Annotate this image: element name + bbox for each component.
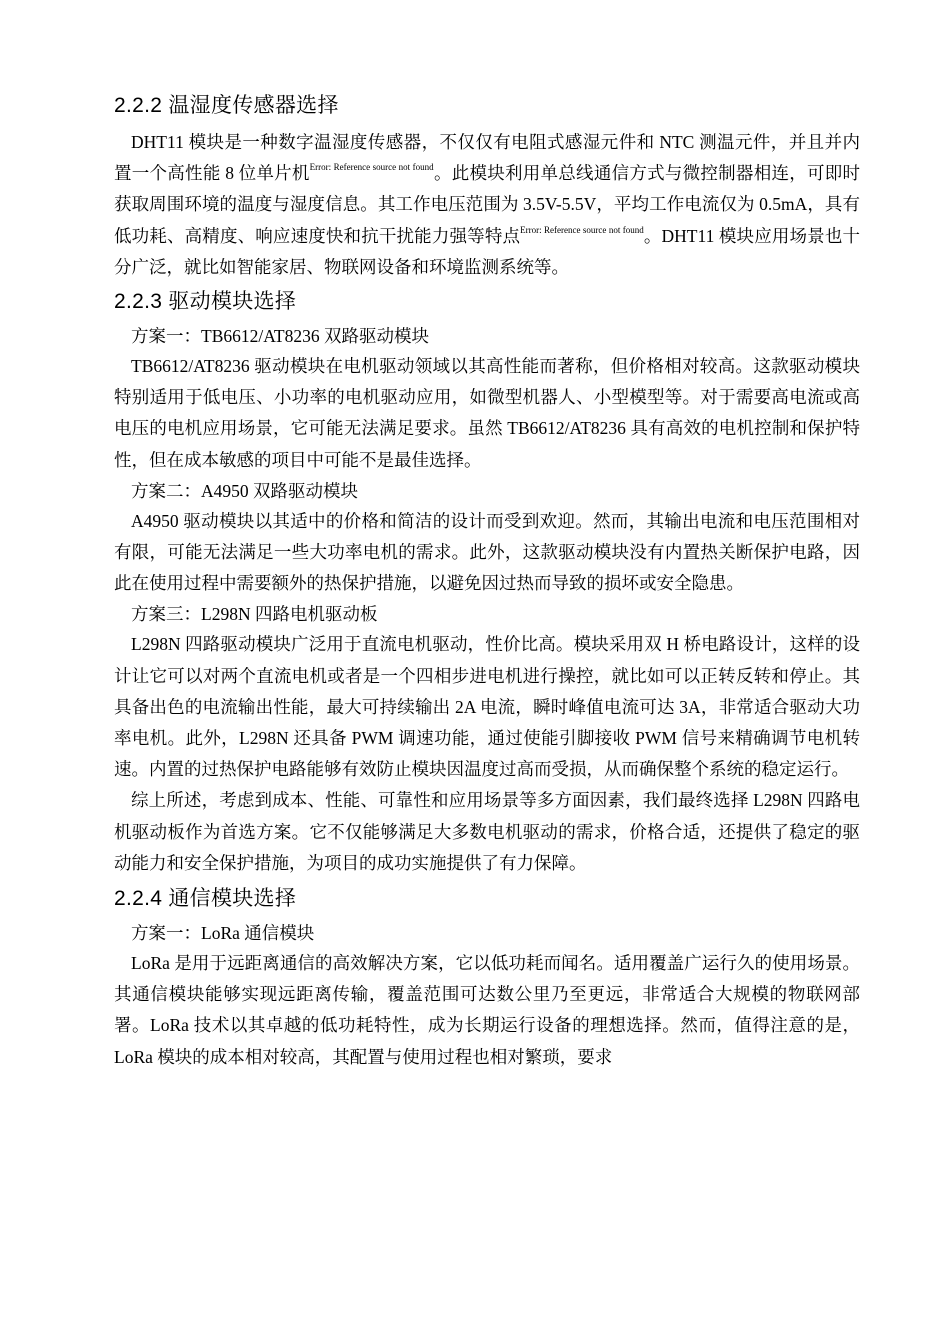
paragraph-dht11-text-b: 。此模块利用单总线通信方式与微控制器相连，可即时获取周围环境的温度与湿度信息。其工作电压范围为 3.5V-5.5V，平均工作电流仅为 0.5mA，具有低功耗、高精度、响应速度快和抗干扰能力强等特点: [114, 163, 861, 246]
plan1-text-comm: LoRa 是用于远距离通信的高效解决方案，它以低功耗而闻名。适用覆盖广运行久的使用场景。其通信模块能够实现远距离传输，覆盖范围可达数公里乃至更远，非常适合大规模的物联网部署。LoRa 技术以其卓越的低功耗特性，成为长期运行设备的理想选择。然而，值得注意的是，LoRa 模块的成本相对较高，其配置与使用过程也相对繁琐，要求: [114, 953, 860, 1067]
section-heading-2-2-3: 2.2.3 驱动模块选择: [114, 290, 297, 314]
plan3-text-driver: L298N 四路驱动模块广泛用于直流电机驱动，性价比高。模块采用双 H 桥电路设计，这样的设计让它可以对两个直流电机或者是一个四相步进电机进行操控，就比如可以正转反转和停止。其具备出色的电流输出性能，最大可持续输出 2A 电流，瞬时峰值电流可达 3A，非常适合驱动大功率电机。此外，L298N 还具备 PWM 调速功能，通过使能引脚接收 PWM 信号来精确调节电机转速。内置的过热保护电路能够有效防止模块因温度过高而受损，从而确保整个系统的稳定运行。: [114, 634, 860, 780]
plan2-title-driver: 方案二：A4950 双路驱动模块: [131, 480, 359, 501]
plan3-title-driver: 方案三：L298N 四路电机驱动板: [131, 604, 378, 625]
paragraph-dht11-text-a: DHT11 模块是一种数字温湿度传感器，不仅仅有电阻式感湿元件和 NTC 测温元件，并且并内置一个高性能 8 位单片机: [114, 132, 860, 184]
reference-error-2: Error: Reference source not found: [520, 224, 644, 235]
plan2-text-driver: A4950 驱动模块以其适中的价格和简洁的设计而受到欢迎。然而，其输出电流和电压范围相对有限，可能无法满足一些大功率电机的需求。此外，这款驱动模块没有内置热关断保护电路，因此在使用过程中需要额外的热保护措施，以避免因过热而导致的损坏或安全隐患。: [114, 510, 860, 594]
reference-error-1: Error: Reference source not found: [309, 162, 434, 173]
section-heading-2-2-2: 2.2.2 温湿度传感器选择: [114, 94, 339, 117]
plan1-title-driver: 方案一：TB6612/AT8236 双路驱动模块: [131, 326, 429, 347]
paragraph-dht11: [114, 127, 860, 283]
paragraph-dht11-text-c: 。DHT11 模块应用场景也十分广泛，就比如智能家居、物联网设备和环境监测系统等。: [114, 225, 860, 277]
driver-summary: 综上所述，考虑到成本、性能、可靠性和应用场景等多方面因素，我们最终选择 L298N 四路电机驱动板作为首选方案。它不仅能够满足大多数电机驱动的需求，价格合适，还提供了稳定的驱动能力和安全保护措施，为项目的成功实施提供了有力保障。: [114, 790, 860, 873]
plan1-title-comm: 方案一：LoRa 通信模块: [131, 923, 315, 944]
plan1-text-driver: TB6612/AT8236 驱动模块在电机驱动领域以其高性能而著称，但价格相对较高。这款驱动模块特别适用于低电压、小功率的电机驱动应用，如微型机器人、小型模型等。对于需要高电流或高电压的电机应用场景，它可能无法满足要求。虽然 TB6612/AT8236 具有高效的电机控制和保护特性，但在成本敏感的项目中可能不是最佳选择。: [114, 356, 860, 470]
document-body: [114, 92, 860, 1073]
section-heading-2-2-4: 2.2.4 通信模块选择: [114, 887, 297, 911]
